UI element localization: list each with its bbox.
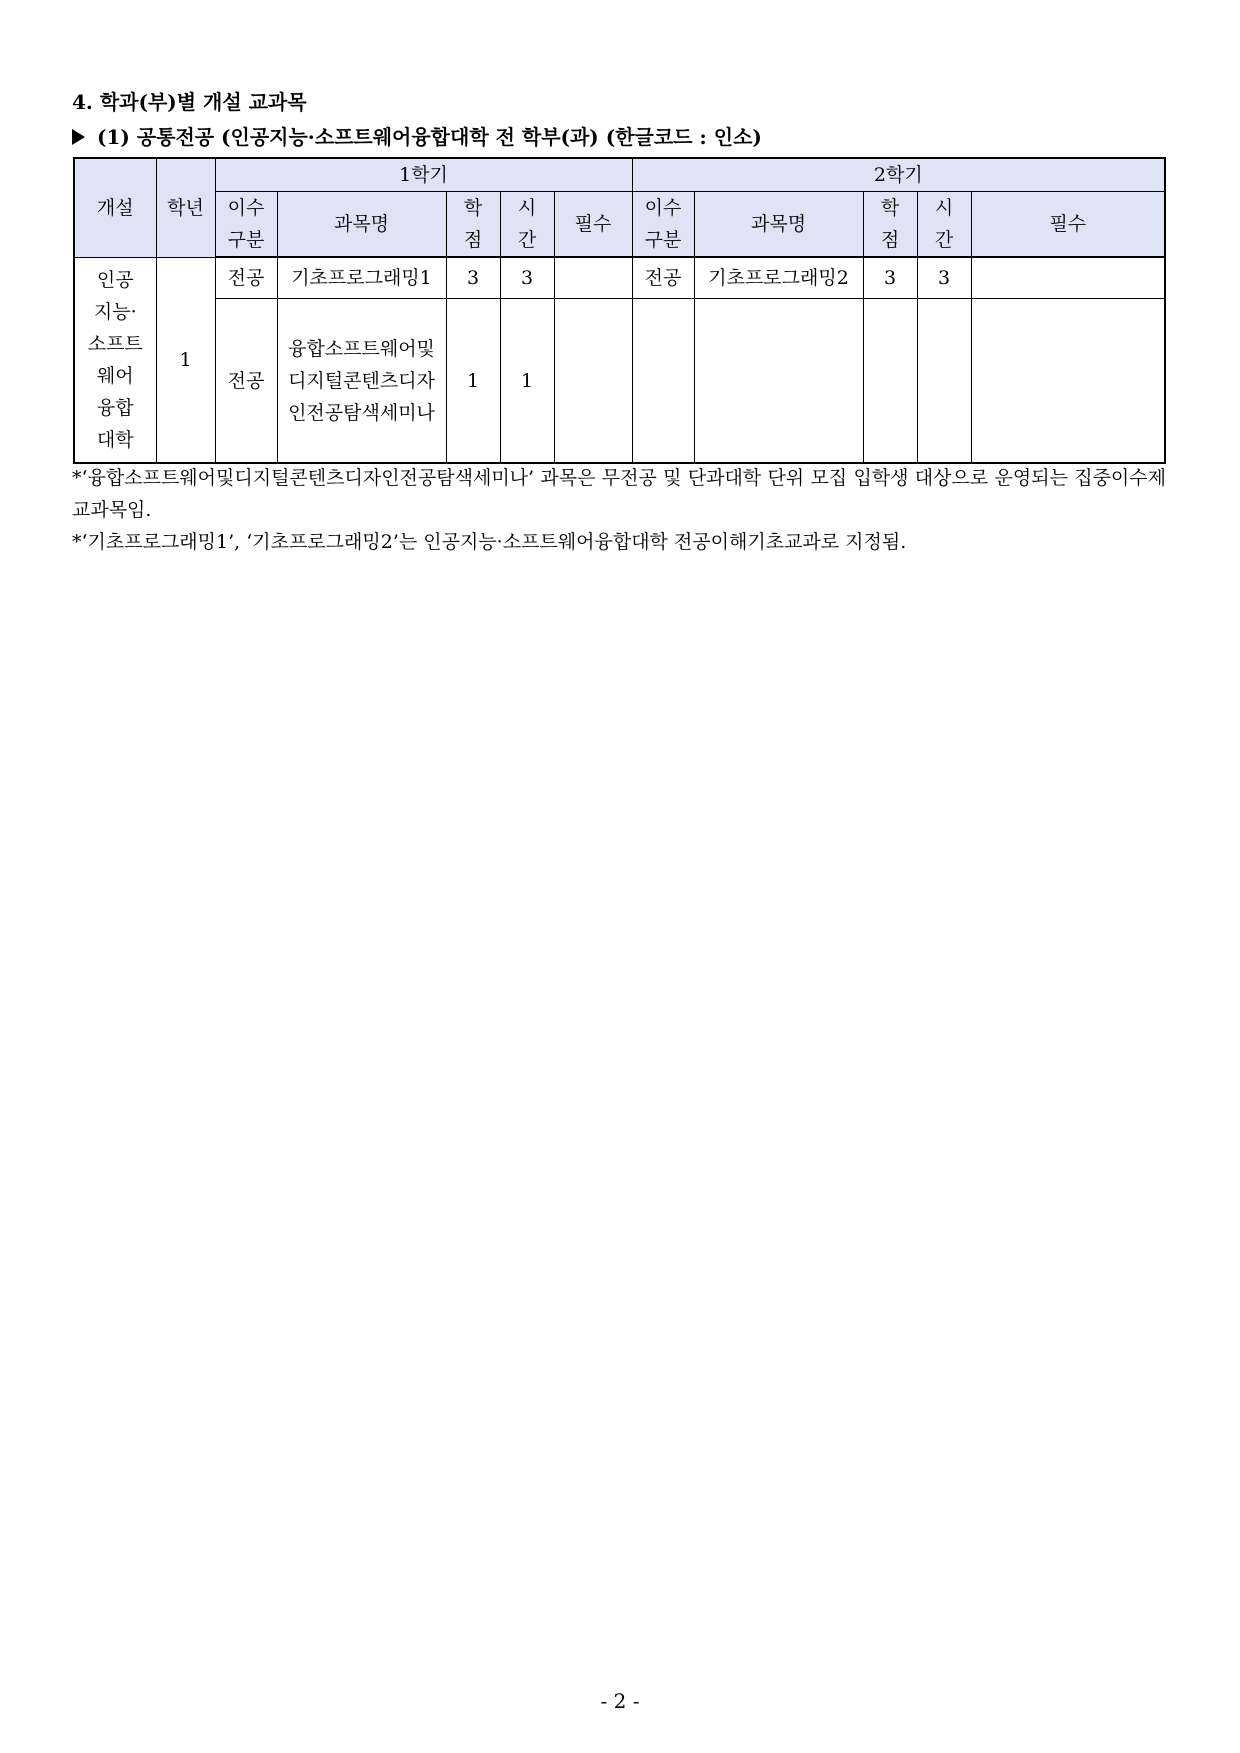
header-s2-required: 필수 — [971, 192, 1165, 258]
header-s1-type: 이수 구분 — [215, 192, 277, 258]
year-cell: 1 — [156, 257, 215, 463]
header-year: 학년 — [156, 158, 215, 257]
s1-required-cell — [554, 299, 632, 464]
section-title: 4. 학과(부)별 개설 교과목 — [72, 90, 307, 114]
s1-credit-cell: 1 — [446, 299, 500, 464]
header-s2-course-name: 과목명 — [694, 192, 863, 258]
table-row — [74, 299, 1165, 464]
s1-credit-cell: 3 — [446, 257, 500, 299]
note-seminar: *‘융합소프트웨어및디지털콘텐츠디자인전공탐색세미나’ 과목은 무전공 및 단과대학 단위 모집 입학생 대상으로 운영되는 집중이수제 교과목임. — [72, 467, 1166, 521]
page-number: - 2 - — [600, 1689, 640, 1713]
s1-required-cell — [554, 257, 632, 299]
table-row — [74, 257, 1165, 299]
header-s1-course-name: 과목명 — [277, 192, 446, 258]
header-s1-hours: 시 간 — [500, 192, 554, 258]
s2-required-cell — [971, 257, 1165, 299]
header-s2-credit: 학 점 — [863, 192, 917, 258]
open-college-cell: 인공 지능· 소프트 웨어 융합 대학 — [74, 257, 156, 463]
header-semester-1: 1학기 — [215, 158, 632, 192]
s2-course-name-cell: 기초프로그래밍2 — [694, 257, 863, 299]
s2-course-name-cell — [694, 299, 863, 464]
s2-hours-cell — [917, 299, 971, 464]
s1-course-name-cell: 융합소프트웨어및 디지털콘텐츠디자 인전공탐색세미나 — [277, 299, 446, 464]
triangle-bullet-icon — [72, 129, 85, 145]
s2-credit-cell — [863, 299, 917, 464]
s1-hours-cell: 1 — [500, 299, 554, 464]
header-open: 개설 — [74, 158, 156, 257]
header-s2-hours: 시 간 — [917, 192, 971, 258]
s1-type-cell: 전공 — [215, 299, 277, 464]
sub-title-text: (1) 공통전공 (인공지능·소프트웨어융합대학 전 학부(과) (한글코드 : 인소) — [97, 125, 762, 149]
header-s2-type: 이수 구분 — [632, 192, 694, 258]
notes — [72, 462, 1166, 558]
s2-type-cell — [632, 299, 694, 464]
s2-type-cell: 전공 — [632, 257, 694, 299]
s1-course-name-cell: 기초프로그래밍1 — [277, 257, 446, 299]
course-table — [73, 157, 1166, 464]
s2-required-cell — [971, 299, 1165, 464]
header-s1-required: 필수 — [554, 192, 632, 258]
header-s1-credit: 학 점 — [446, 192, 500, 258]
s2-credit-cell: 3 — [863, 257, 917, 299]
note-basic-programming: *‘기초프로그래밍1’, ‘기초프로그래밍2’는 인공지능·소프트웨어융합대학 전공이해기초교과로 지정됨. — [72, 531, 907, 553]
s2-hours-cell: 3 — [917, 257, 971, 299]
s1-hours-cell: 3 — [500, 257, 554, 299]
s1-type-cell: 전공 — [215, 257, 277, 299]
sub-title — [72, 121, 762, 150]
header-semester-2: 2학기 — [632, 158, 1165, 192]
